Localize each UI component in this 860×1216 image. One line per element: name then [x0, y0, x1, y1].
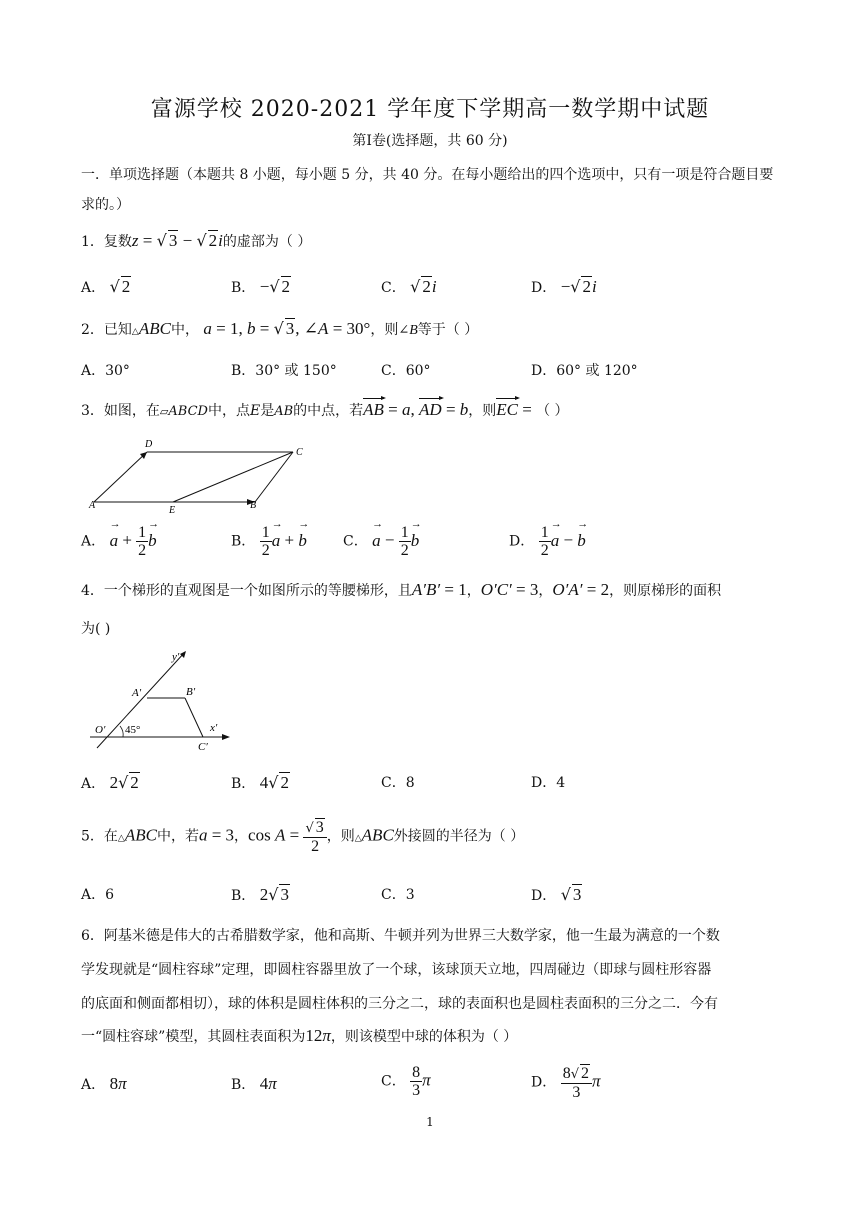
question-5: 5．在△ABC中，若a = 3，cos A = $\frac{√ 3}{2}$ ，则△ABC外接圆的半径为（ ） [81, 819, 525, 855]
q6-option-d[interactable]: D． $\frac{8√ 2}{3}$ π [531, 1065, 601, 1101]
q1-prefix: 1．复数 [81, 234, 132, 250]
q1-suffix: 的虚部为（ ） [222, 234, 312, 250]
question-6-line-3: 的底面和侧面都相切），球的体积是圆柱体积的三分之二，球的表面积也是圆柱表面积的三分之二．今有 [81, 996, 718, 1012]
q4-option-d[interactable]: D．4 [531, 775, 566, 791]
label-e: E [169, 505, 176, 516]
section-heading: 一．单项选择题（本题共 8 小题，每小题 5 分，共 40 分。在每小题给出的四个选项中，只有一项是符合题目要求的。） [81, 167, 774, 213]
question-1: 1．复数z = √ 3 − √ 2i的虚部为（ ） [81, 231, 312, 250]
page-number: 1 [426, 1115, 434, 1129]
label-a-prime: A′ [132, 687, 142, 699]
label-x-prime: x′ [210, 722, 218, 734]
q1-option-a[interactable]: A． √ 2 [81, 277, 131, 296]
label-c: C [296, 447, 303, 458]
label-d: D [145, 439, 153, 450]
q4-option-b[interactable]: B． 4√ 2 [231, 773, 289, 792]
q4-option-c[interactable]: C．8 [381, 775, 415, 791]
q5-option-b[interactable]: B． 2√ 3 [231, 885, 289, 904]
x-axis-arrow-icon [222, 734, 230, 740]
question-6-line-1: 6．阿基米德是伟大的古希腊数学家，他和高斯、牛顿并列为世界三大数学家，他一生最为满意的一个数 [81, 928, 720, 944]
q1-option-d[interactable]: D． −√ 2i [531, 277, 597, 296]
question-6-line-2: 学发现就是“圆柱容球”定理，即圆柱容器里放了一个球，该球顶天立地，四周碰边（即球与圆柱形容器 [81, 962, 712, 978]
question-6-line-4: 一“圆柱容球”模型，其圆柱表面积为12π，则该模型中球的体积为（ ） [81, 1026, 518, 1045]
label-y-prime: y′ [172, 651, 180, 663]
q3-option-d[interactable]: D． $\frac{1}{2}$ → a − → b [509, 524, 586, 559]
q2-option-b[interactable]: B．30° 或 150° [231, 363, 337, 379]
q5-option-d[interactable]: D． √ 3 [531, 885, 582, 904]
label-b-prime: B′ [186, 686, 196, 698]
q6-option-c[interactable]: C． $\frac{8}{3}$ π [381, 1064, 431, 1099]
q4-option-a[interactable]: A． 2√ 2 [81, 773, 139, 792]
q3-option-c[interactable]: C． → a − $\frac{1}{2}$ → b [343, 524, 419, 559]
q1-option-b[interactable]: B． −√ 2 [231, 277, 291, 296]
q3-option-b[interactable]: B． $\frac{1}{2}$ → a + → b [231, 524, 307, 559]
q2-option-c[interactable]: C．60° [381, 363, 431, 379]
q2-option-d[interactable]: D．60° 或 120° [531, 363, 638, 379]
label-45-degrees: 45° [125, 724, 141, 736]
label-o-prime: O′ [95, 724, 106, 736]
question-3: 3．如图，在▱ABCD中，点E是AB的中点，若AB = a, AD = b，则EC = （ ） [81, 400, 569, 419]
label-a: A [89, 500, 96, 511]
question-4-line-1: 4．一个梯形的直观图是一个如图所示的等腰梯形，且A′B′ = 1，O′C′ = 3，O′A′ = 2，则原梯形的面积 [81, 580, 722, 599]
q5-option-c[interactable]: C．3 [381, 887, 415, 903]
q1-option-c[interactable]: C． √ 2i [381, 277, 437, 296]
q2-option-a[interactable]: A．30° [81, 363, 130, 379]
label-b: B [250, 500, 257, 511]
trapezoid-figure [85, 646, 245, 752]
section-subtitle: 第Ⅰ卷(选择题，共 60 分) [352, 133, 508, 149]
label-c-prime: C′ [198, 741, 208, 752]
q6-option-a[interactable]: A． 8π [81, 1074, 127, 1093]
question-2: 2．已知△ABC中， a = 1, b = √ 3, ∠A = 30°，则∠B等于（ ） [81, 319, 479, 338]
page-title: 富源学校 2020-2021 学年度下学期高一数学期中试题 [150, 97, 710, 122]
q6-option-b[interactable]: B． 4π [231, 1074, 277, 1093]
q5-option-a[interactable]: A．6 [81, 887, 115, 903]
parallelogram-figure [85, 436, 315, 516]
question-4-line-2: 为( ) [81, 621, 111, 637]
q3-option-a[interactable]: A． → a + $\frac{1}{2}$ → b [81, 524, 157, 559]
